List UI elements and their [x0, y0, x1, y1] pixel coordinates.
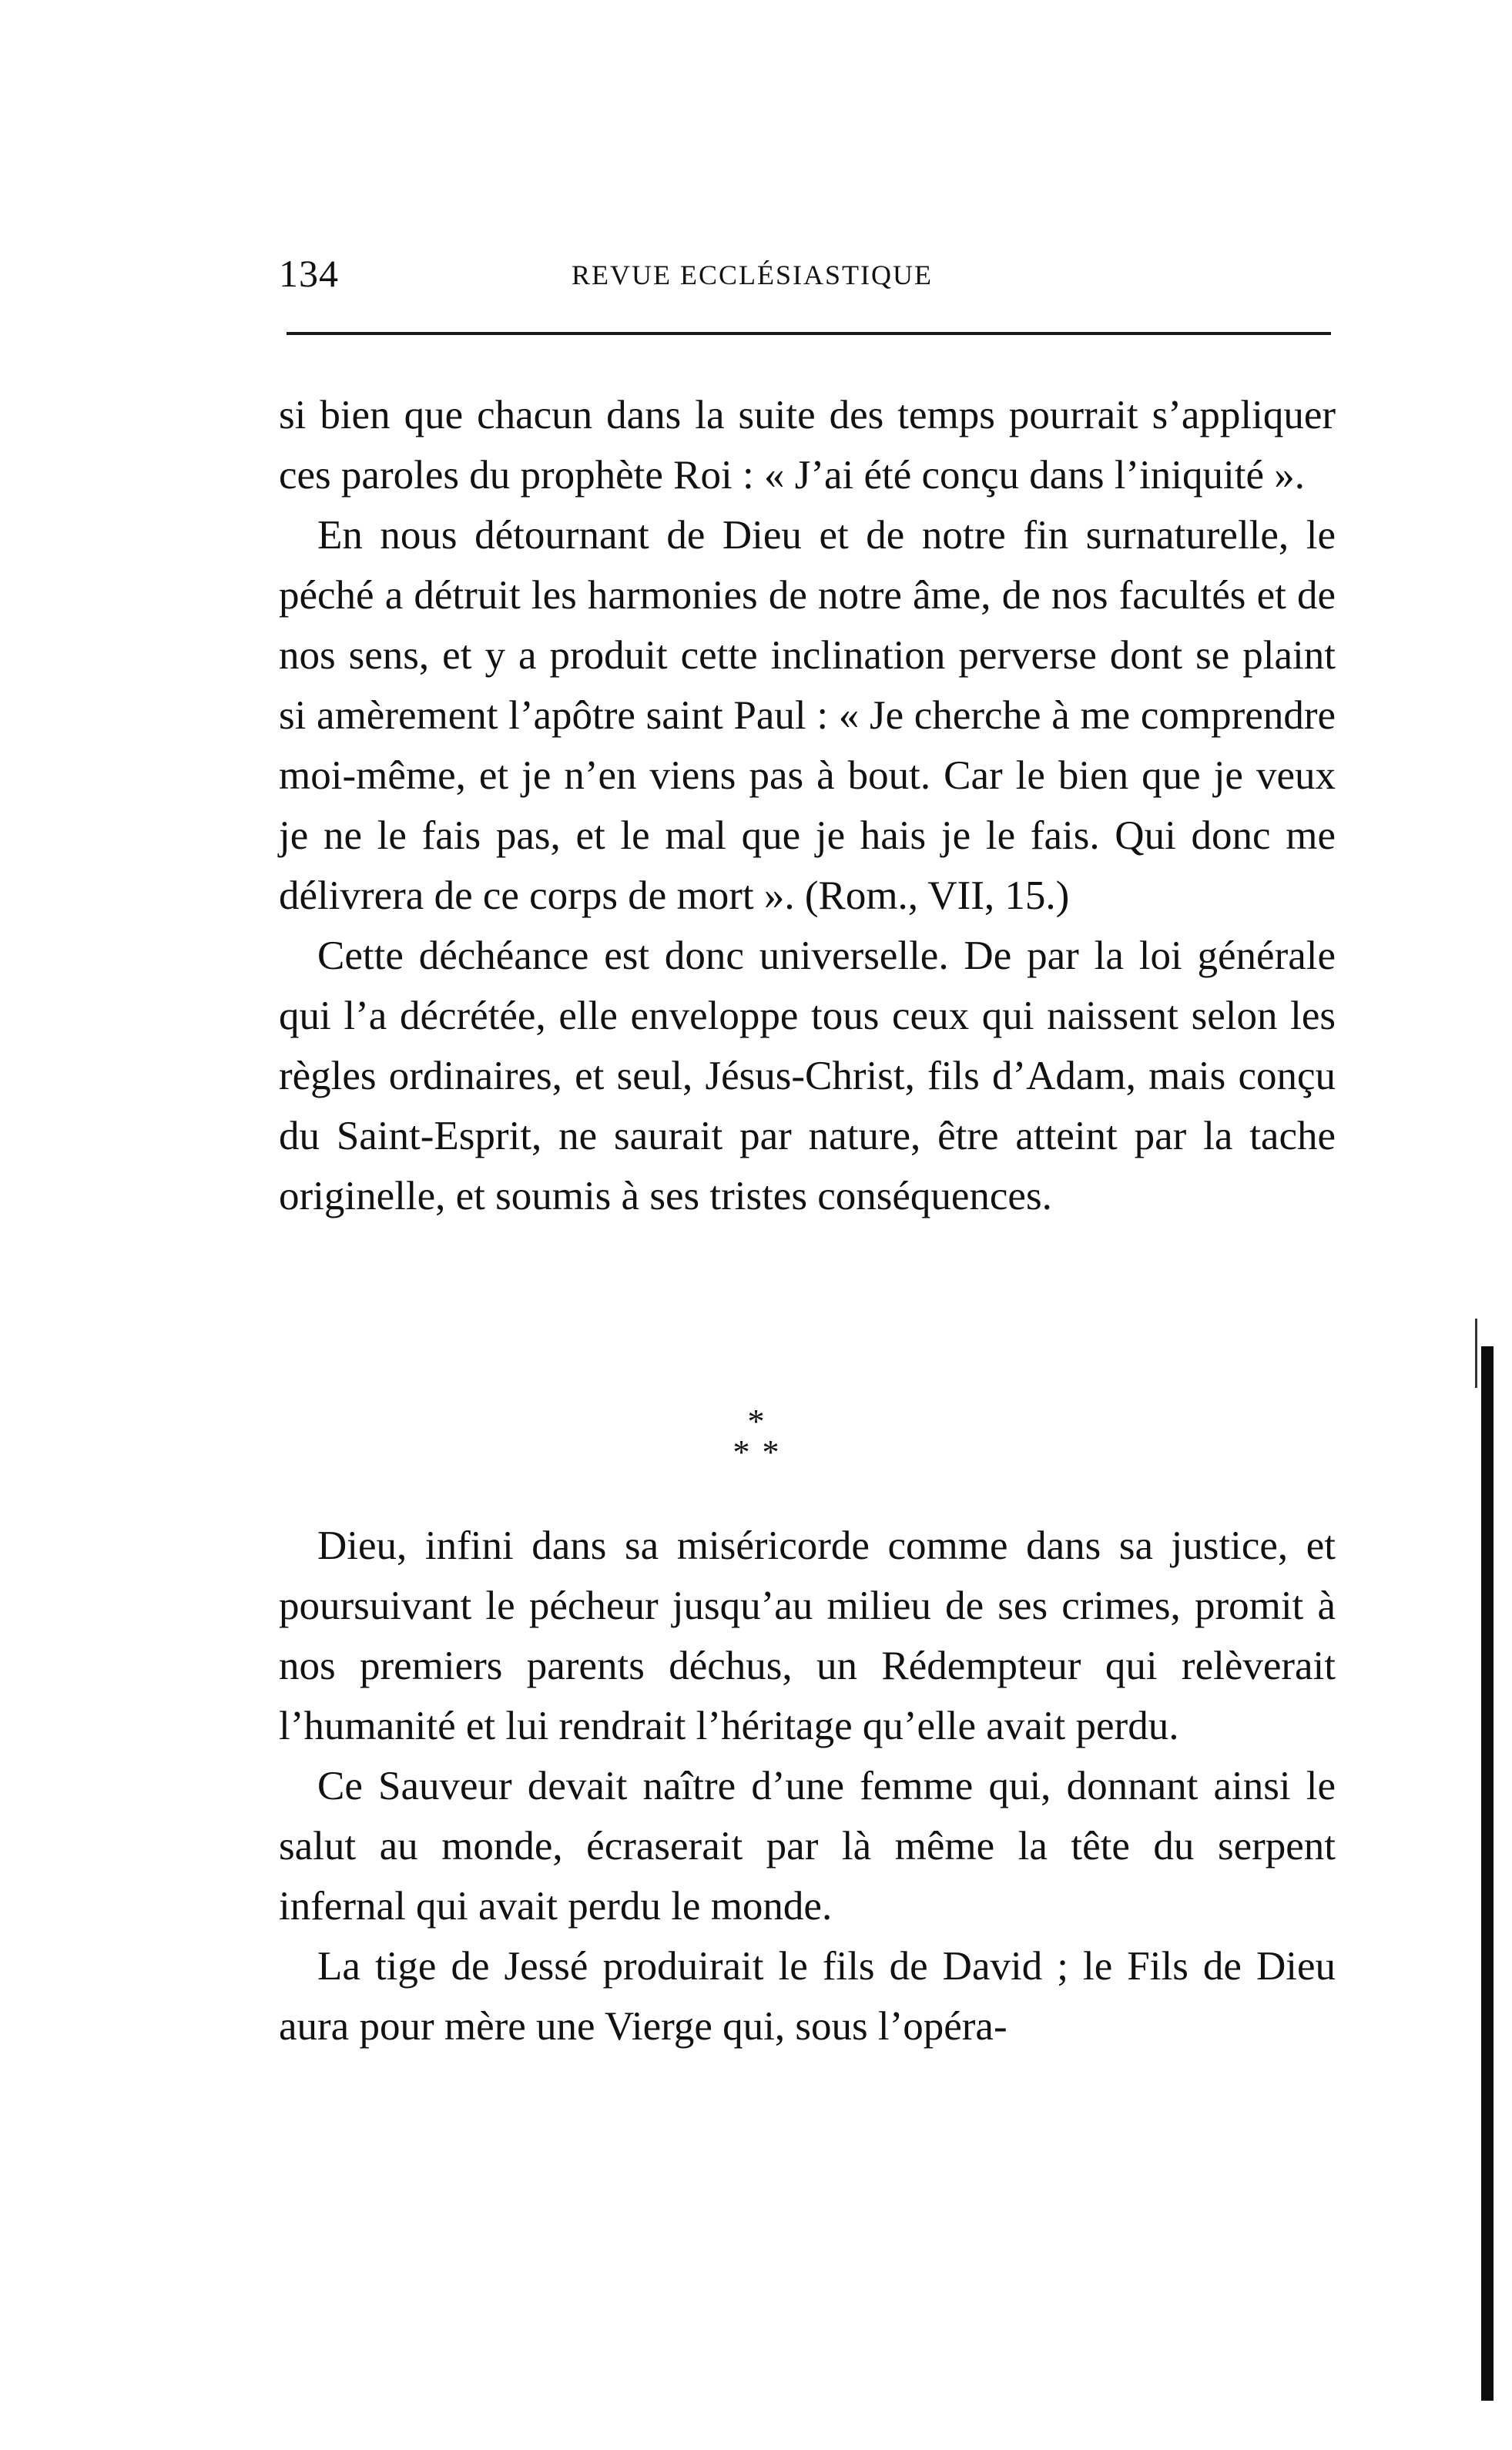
- page-number: 134: [279, 252, 339, 295]
- paragraph: Ce Sauveur devait naître d’une femme qui, donnant ainsi le salut au monde, écraserait par là même la tête du serpent infernal qui avait perdu le monde.: [279, 1764, 1336, 1929]
- paragraph: Dieu, infini dans sa miséricorde comme dans sa justice, et poursuivant le pécheur jusqu’au milieu de ses crimes, promit à nos premiers parents déchus, un Rédempteur qui relèverait l’humanité et lui rendrait l’héritage qu’elle avait perdu.: [279, 1523, 1336, 1748]
- text-block-2: [279, 1516, 1336, 2056]
- scan-edge-bar: [1481, 1346, 1494, 2401]
- paragraph: si bien que chacun dans la suite des temps pourrait s’appliquer ces paroles du prophète Roi : « J’ai été conçu dans l’iniquité ».: [279, 393, 1336, 498]
- asterism-bottom: **: [733, 1433, 792, 1471]
- paragraph: Cette déchéance est donc universelle. De par la loi générale qui l’a décrétée, elle enveloppe tous ceux qui naissent selon les règles ordinaires, et seul, Jésus-Christ, fils d’Adam, mais conçu du Saint-Esprit, ne saurait par nature, être atteint par la tache originelle, et soumis à ses tristes conséquences.: [279, 933, 1336, 1218]
- paragraph: En nous détournant de Dieu et de notre fin surnaturelle, le péché a détruit les harmonies de notre âme, de nos facultés et de nos sens, et y a produit cette inclination perverse dont se plaint si amèrement l’apôtre saint Paul : « Je cherche à me comprendre moi-même, et je n’en viens pas à bout. Car le bien que je veux je ne le fais pas, et le mal que je hais je le fais. Qui donc me délivrera de ce corps de mort ». (Rom., VII, 15.): [279, 513, 1336, 918]
- header-rule: [287, 332, 1331, 335]
- section-separator-asterism: [0, 1403, 1512, 1471]
- running-title: REVUE ECCLÉSIASTIQUE: [572, 260, 933, 290]
- asterism-top: *: [747, 1403, 765, 1440]
- paragraph: La tige de Jessé produirait le fils de David ; le Fils de Dieu aura pour mère une Vierge qui, sous l’opéra-: [279, 1944, 1336, 2049]
- text-block-1: [279, 385, 1336, 1226]
- page-header: [279, 245, 1333, 299]
- scan-edge-mark: [1475, 1319, 1477, 1388]
